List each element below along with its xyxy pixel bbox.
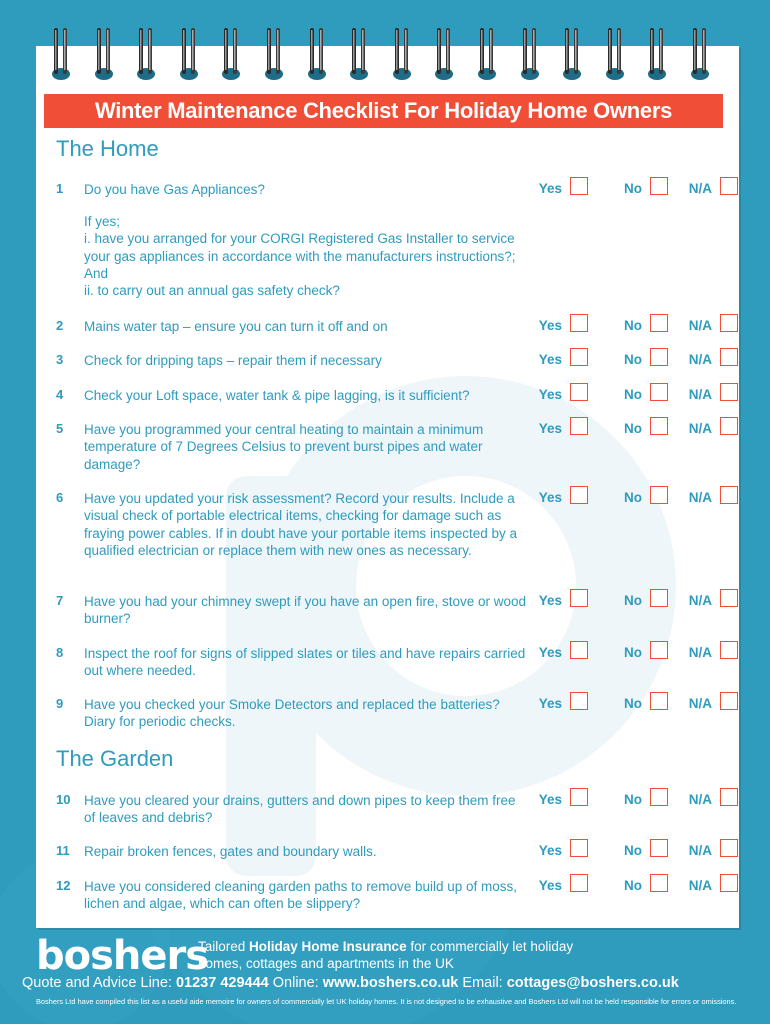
gas-note-i (84, 230, 524, 282)
na-checkbox[interactable] (720, 839, 738, 857)
option-label-yes: Yes (538, 843, 562, 858)
spiral-ring (561, 24, 583, 84)
option-na (532, 177, 738, 199)
option-label-na: N/A (688, 792, 712, 807)
gas-note-ii (84, 282, 524, 299)
answer-options (532, 589, 722, 611)
spiral-ring (476, 24, 498, 84)
email-label: Email: (458, 975, 507, 991)
na-checkbox[interactable] (720, 692, 738, 710)
footer-contact (22, 975, 679, 991)
item-number: 11 (56, 843, 70, 858)
spiral-ring (348, 24, 370, 84)
answer-options (532, 692, 722, 714)
tagline-bold: Holiday Home Insurance (249, 939, 407, 954)
answer-options (532, 874, 722, 896)
item-number: 10 (56, 792, 71, 807)
option-na (532, 486, 738, 508)
option-label-no: No (624, 843, 642, 858)
option-na (532, 314, 738, 336)
item-number: 1 (56, 181, 64, 196)
option-label-no: No (624, 181, 642, 196)
item-question: Inspect the roof for signs of slipped slates or tiles and have repairs carried out where needed. (84, 646, 526, 679)
option-label-no: No (624, 792, 642, 807)
spiral-ring (306, 24, 328, 84)
answer-options (532, 788, 722, 810)
gas-note-ii-label: ii (84, 283, 90, 299)
na-checkbox[interactable] (720, 486, 738, 504)
item-number: 7 (56, 593, 64, 608)
spiral-ring (646, 24, 668, 84)
option-na (532, 839, 738, 861)
item-question: Have you had your chimney swept if you have an open fire, stove or wood burner? (84, 594, 526, 627)
option-label-yes: Yes (538, 490, 562, 505)
spiral-ring (93, 24, 115, 84)
item-question: Have you cleared your drains, gutters and down pipes to keep them free of leaves and debris? (84, 793, 516, 826)
item-question: Have you updated your risk assessment? Record your results. Include a visual check of portable electrical items, checking for damage such as fraying power cables. If in doubt have your portable items inspected by a qualified electrician or replace them with new ones as necessary. (84, 491, 517, 558)
spiral-ring (433, 24, 455, 84)
spiral-ring (519, 24, 541, 84)
option-label-yes: Yes (538, 645, 562, 660)
option-label-no: No (624, 696, 642, 711)
option-label-na: N/A (688, 181, 712, 196)
option-label-na: N/A (688, 593, 712, 608)
answer-options (532, 641, 722, 663)
page-title: Winter Maintenance Checklist For Holiday Home Owners (44, 94, 723, 128)
option-label-yes: Yes (538, 352, 562, 367)
option-label-no: No (624, 645, 642, 660)
spiral-ring (604, 24, 626, 84)
item-number: 2 (56, 318, 64, 333)
option-label-no: No (624, 593, 642, 608)
na-checkbox[interactable] (720, 417, 738, 435)
option-label-yes: Yes (538, 878, 562, 893)
option-na (532, 692, 738, 714)
answer-options (532, 839, 722, 861)
option-label-yes: Yes (538, 318, 562, 333)
item-question: Have you checked your Smoke Detectors and replaced the batteries? Diary for periodic checks. (84, 697, 500, 730)
item-question: Have you considered cleaning garden paths to remove build up of moss, lichen and algae, which can often be slippery? (84, 879, 518, 912)
option-label-na: N/A (688, 645, 712, 660)
option-label-yes: Yes (538, 421, 562, 436)
section-heading: The Home (56, 136, 159, 161)
option-label-no: No (624, 352, 642, 367)
na-checkbox[interactable] (720, 314, 738, 332)
item-question: Check for dripping taps – repair them if necessary (84, 353, 382, 368)
website-link[interactable]: www.boshers.co.uk (322, 975, 459, 991)
answer-options (532, 348, 722, 370)
item-number: 9 (56, 696, 64, 711)
spiral-binding (36, 24, 739, 94)
option-label-no: No (624, 490, 642, 505)
item-question: Do you have Gas Appliances? (84, 182, 265, 197)
spiral-ring (220, 24, 242, 84)
gas-note-ii-text: . to carry out an annual gas safety check? (90, 283, 340, 299)
spiral-ring (263, 24, 285, 84)
spiral-ring (689, 24, 711, 84)
item-question: Have you programmed your central heating to maintain a minimum temperature of 7 Degrees Celsius to prevent burst pipes and water damage? (84, 422, 484, 472)
phone-number: 01237 429444 (175, 975, 269, 991)
option-label-na: N/A (688, 696, 712, 711)
item-number: 4 (56, 387, 64, 402)
tagline-pre: Tailored (198, 939, 250, 954)
na-checkbox[interactable] (720, 641, 738, 659)
footer-tagline (198, 938, 578, 972)
boshers-logo: boshers (36, 933, 209, 979)
item-number: 8 (56, 645, 64, 660)
option-label-na: N/A (688, 352, 712, 367)
option-label-yes: Yes (538, 387, 562, 402)
option-label-na: N/A (688, 878, 712, 893)
spiral-ring (135, 24, 157, 84)
item-number: 5 (56, 421, 64, 436)
item-question: Check your Loft space, water tank & pipe lagging, is it sufficient? (84, 388, 470, 403)
answer-options (532, 486, 722, 508)
option-label-yes: Yes (538, 181, 562, 196)
option-label-no: No (624, 421, 642, 436)
spiral-ring (391, 24, 413, 84)
gas-note-i-label: i (84, 231, 87, 247)
option-na (532, 874, 738, 896)
item-question: Repair broken fences, gates and boundary walls. (84, 844, 377, 859)
gas-note-intro: If yes; (84, 214, 121, 229)
option-na (532, 417, 738, 439)
na-checkbox[interactable] (720, 874, 738, 892)
option-label-yes: Yes (538, 593, 562, 608)
option-label-no: No (624, 318, 642, 333)
na-checkbox[interactable] (720, 788, 738, 806)
disclaimer: Boshers Ltd have compiled this list as a useful aide memoire for owners of commercially let UK holiday homes. It is not designed to be exhaustive and Boshers Ltd will not be held responsible for errors or omissions. (36, 997, 737, 1006)
tagline-post: for commercially let holiday homes, cottages and apartments in the UK (198, 939, 574, 971)
option-na (532, 641, 738, 663)
option-na (532, 348, 738, 370)
item-number: 3 (56, 352, 64, 367)
gas-note-i-text: . have you arranged for your CORGI Registered Gas Installer to service your gas appliances in accordance with the manufacturers instructions?; And (84, 231, 516, 281)
option-label-no: No (624, 878, 642, 893)
option-label-na: N/A (688, 421, 712, 436)
option-label-no: No (624, 387, 642, 402)
spiral-ring (50, 24, 72, 84)
spiral-ring (178, 24, 200, 84)
option-label-na: N/A (688, 387, 712, 402)
answer-options (532, 314, 722, 336)
na-checkbox[interactable] (720, 589, 738, 607)
item-question: Mains water tap – ensure you can turn it off and on (84, 319, 388, 334)
gas-appliance-note (84, 213, 524, 299)
option-na (532, 589, 738, 611)
option-na (532, 788, 738, 810)
na-checkbox[interactable] (720, 348, 738, 366)
option-label-yes: Yes (538, 696, 562, 711)
option-na (532, 383, 738, 405)
option-label-na: N/A (688, 318, 712, 333)
option-label-na: N/A (688, 843, 712, 858)
option-label-na: N/A (688, 490, 712, 505)
section-heading: The Garden (56, 746, 174, 771)
online-label: Online: (268, 975, 323, 991)
email-link[interactable]: cottages@boshers.co.uk (506, 975, 679, 991)
phone-label: Quote and Advice Line: (22, 975, 176, 991)
item-number: 12 (56, 878, 71, 893)
na-checkbox[interactable] (720, 383, 738, 401)
item-number: 6 (56, 490, 64, 505)
na-checkbox[interactable] (720, 177, 738, 195)
answer-options (532, 383, 722, 405)
option-label-yes: Yes (538, 792, 562, 807)
answer-options (532, 417, 722, 439)
answer-options (532, 177, 722, 199)
